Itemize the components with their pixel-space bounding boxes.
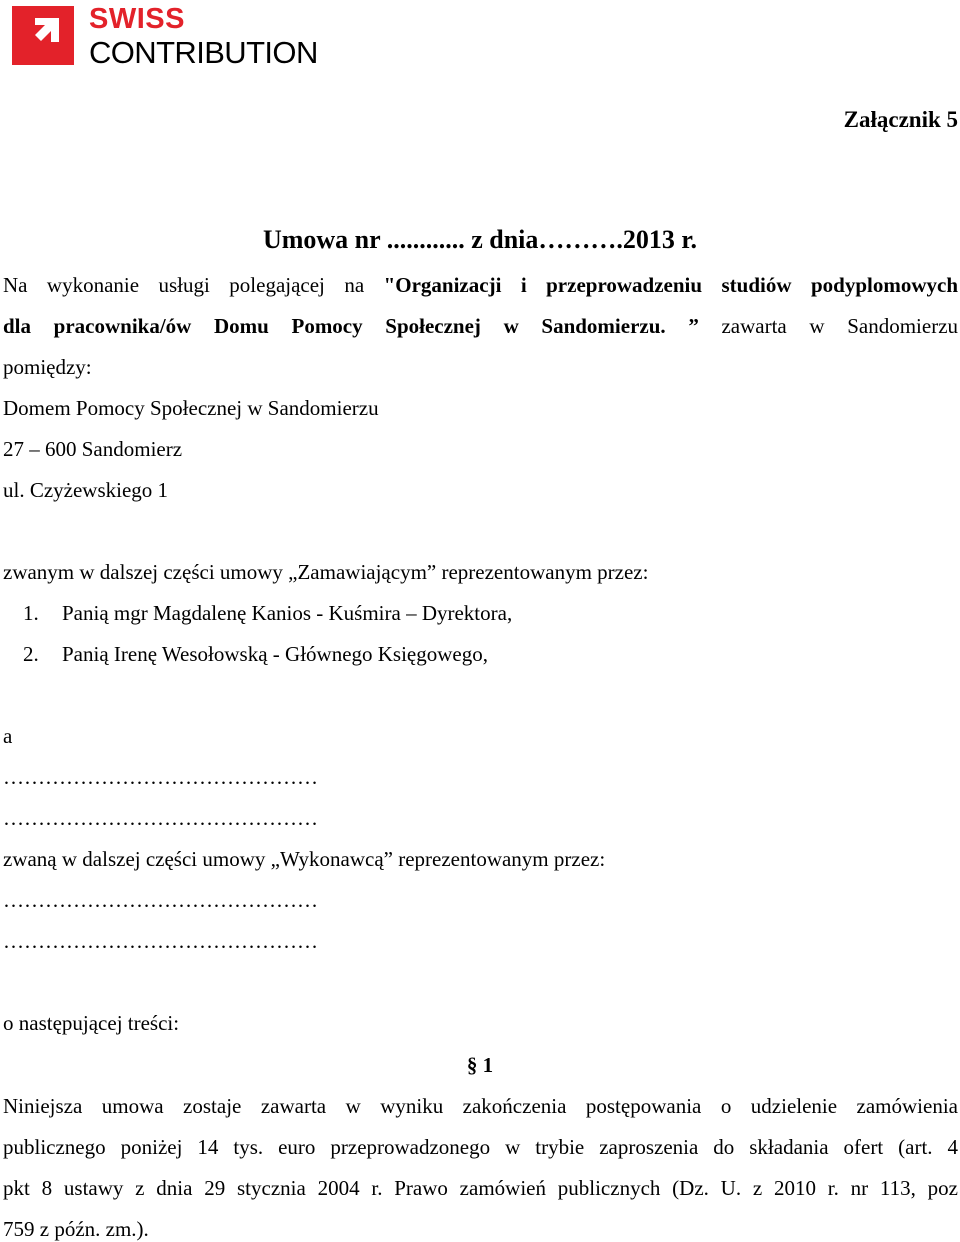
- intro-line-2-bold-a: dla pracownika/ów: [3, 314, 192, 338]
- logo-text-swiss: SWISS: [89, 3, 185, 35]
- employer-name: Domem Pomocy Społecznej w Sandomierzu: [3, 396, 379, 420]
- intro-line-1: [3, 272, 958, 298]
- employer-street: ul. Czyżewskiego 1: [3, 478, 169, 502]
- contract-title: Umowa nr ............ z dnia……….2013 r.: [262, 225, 698, 254]
- contractor-role-line: zwaną w dalszej części umowy „Wykonawcą” reprezentowanym przez:: [3, 847, 606, 871]
- representative-number: 2.: [23, 642, 39, 666]
- contractor-rep-blank-line: ………………………………………: [3, 888, 318, 912]
- intro-between: pomiędzy:: [3, 355, 92, 379]
- employer-postal: 27 – 600 Sandomierz: [3, 437, 183, 461]
- intro-line-2-quote: ”: [688, 314, 699, 338]
- section-1-line-4: 759 z późn. zm.).: [3, 1217, 149, 1241]
- intro-line-2: [3, 313, 958, 339]
- intro-line-2-bold-b: Domu Pomocy Społecznej w Sandomierzu.: [214, 314, 666, 338]
- contractor-and: a: [3, 724, 13, 748]
- annex-label: Załącznik 5: [843, 107, 958, 132]
- swiss-contribution-logo-mark: [12, 6, 74, 65]
- contractor-rep-blank-line: ………………………………………: [3, 929, 318, 953]
- employer-role-line: zwanym w dalszej części umowy „Zamawiającym” reprezentowanym przez:: [3, 560, 649, 584]
- contractor-blank-line: ………………………………………: [3, 806, 318, 830]
- content-intro: o następującej treści:: [3, 1011, 180, 1035]
- section-1-line-1: Niniejsza umowa zostaje zawarta w wyniku zakończenia postępowania o udzielenie zamówienia: [3, 1094, 958, 1118]
- logo-text-contribution: CONTRIBUTION: [89, 35, 318, 70]
- section-1-sign: § 1: [466, 1053, 494, 1077]
- section-1-line-2: publicznego poniżej 14 tys. euro przeprowadzonego w trybie zaproszenia do składania ofert (art. 4: [3, 1135, 958, 1159]
- representative-text: Panią Irenę Wesołowską - Głównego Księgowego,: [62, 642, 488, 666]
- representative-number: 1.: [23, 601, 39, 625]
- contractor-blank-line: ………………………………………: [3, 765, 318, 789]
- representative-text: Panią mgr Magdalenę Kanios - Kuśmira – Dyrektora,: [62, 601, 513, 625]
- intro-line-2-plain: zawarta w Sandomierzu: [721, 314, 959, 338]
- intro-line-1-plain: Na wykonanie usługi polegającej na: [3, 273, 365, 297]
- intro-line-1-bold: "Organizacji i przeprowadzeniu studiów podyplomowych: [383, 273, 958, 297]
- section-1-line-3: pkt 8 ustawy z dnia 29 stycznia 2004 r. Prawo zamówień publicznych (Dz. U. z 2010 r. nr 113, poz: [3, 1176, 958, 1200]
